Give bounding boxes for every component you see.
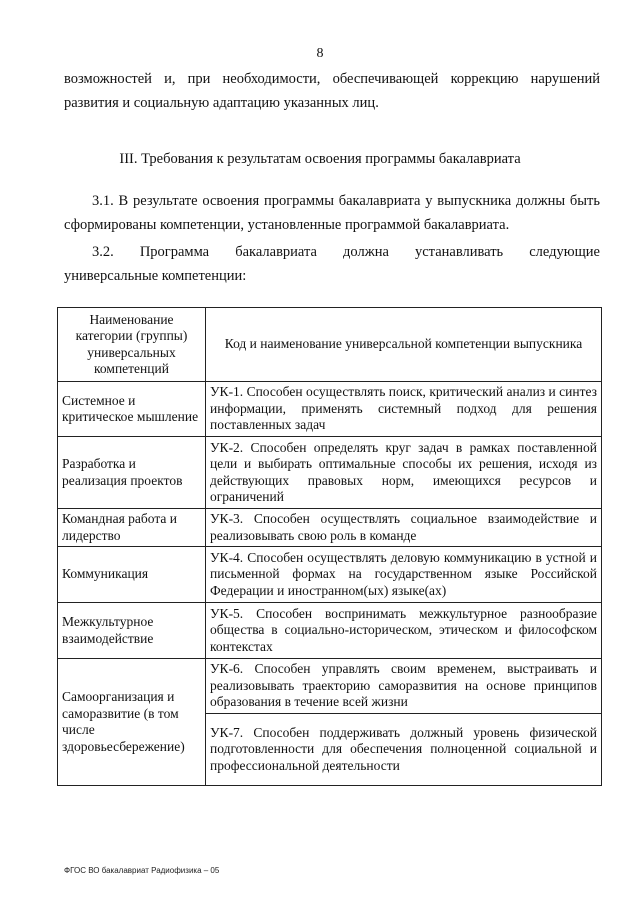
table-row	[58, 437, 602, 509]
competency-cell: УК-4. Способен осуществлять деловую коммуникацию в устной и письменной формах на государственном языке Российской Федерации и иностранном(ых) языке(ах)	[206, 547, 602, 603]
category-cell: Командная работа и лидерство	[58, 509, 206, 547]
competency-cell: УК-5. Способен воспринимать межкультурное разнообразие общества в социально-историческом, этическом и философском контекстах	[206, 603, 602, 659]
category-cell: Коммуникация	[58, 547, 206, 603]
p32-word: Программа	[139, 244, 210, 260]
p32-word: устанавливать	[415, 244, 504, 260]
competency-cell: УК-1. Способен осуществлять поиск, критический анализ и синтез информации, применять системный подход для решения поставленных задач	[206, 382, 602, 437]
section-heading: III. Требования к результатам освоения программы бакалавриата	[119, 151, 521, 167]
p32-word: 3.2.	[92, 244, 114, 260]
paragraph-3-2-line1	[64, 240, 600, 264]
paragraph-3-2	[64, 240, 600, 288]
competency-cell: УК-2. Способен определять круг задач в рамках поставленной цели и выбирать оптимальные способы их решения, исходя из действующих правовых норм, имеющихся ресурсов и ограничений	[206, 437, 602, 509]
paragraph-3-2-line2: универсальные компетенции:	[64, 268, 247, 284]
competency-cell: УК-6. Способен управлять своим временем, выстраивать и реализовывать траекторию саморазвития на основе принципов образования в течение всей жизни	[206, 659, 602, 714]
table-row	[58, 603, 602, 659]
competency-cell: УК-3. Способен осуществлять социальное взаимодействие и реализовывать свою роль в команде	[206, 509, 602, 547]
category-cell: Системное и критическое мышление	[58, 382, 206, 437]
paragraph-3-1: 3.1. В результате освоения программы бакалавриата у выпускника должны быть сформированы компетенции, установленные программой бакалавриата.	[64, 193, 600, 233]
page-number: 8	[316, 46, 324, 61]
header-code: Код и наименование универсальной компетенции выпускника	[206, 308, 602, 382]
competencies-table	[57, 307, 602, 786]
p32-word: бакалавриата	[235, 244, 317, 260]
table-row	[58, 659, 602, 714]
footer-text: ФГОС ВО бакалавриат Радиофизика – 05	[64, 866, 220, 875]
category-cell: Самоорганизация и саморазвитие (в том числе здоровьесбережение)	[58, 659, 206, 786]
intro-paragraph: возможностей и, при необходимости, обеспечивающей коррекцию нарушений развития и социальную адаптацию указанных лиц.	[64, 71, 600, 111]
category-cell: Разработка и реализация проектов	[58, 437, 206, 509]
p32-word: должна	[343, 244, 389, 260]
category-cell: Межкультурное взаимодействие	[58, 603, 206, 659]
p32-word: следующие	[529, 244, 600, 260]
competency-cell: УК-7. Способен поддерживать должный уровень физической подготовленности для обеспечения полноценной социальной и профессиональной деятельности	[206, 714, 602, 786]
table-row	[58, 509, 602, 547]
table-row	[58, 382, 602, 437]
table-row	[58, 547, 602, 603]
table-header-row	[58, 308, 602, 382]
header-category: Наименование категории (группы) универсальных компетенций	[58, 308, 206, 382]
